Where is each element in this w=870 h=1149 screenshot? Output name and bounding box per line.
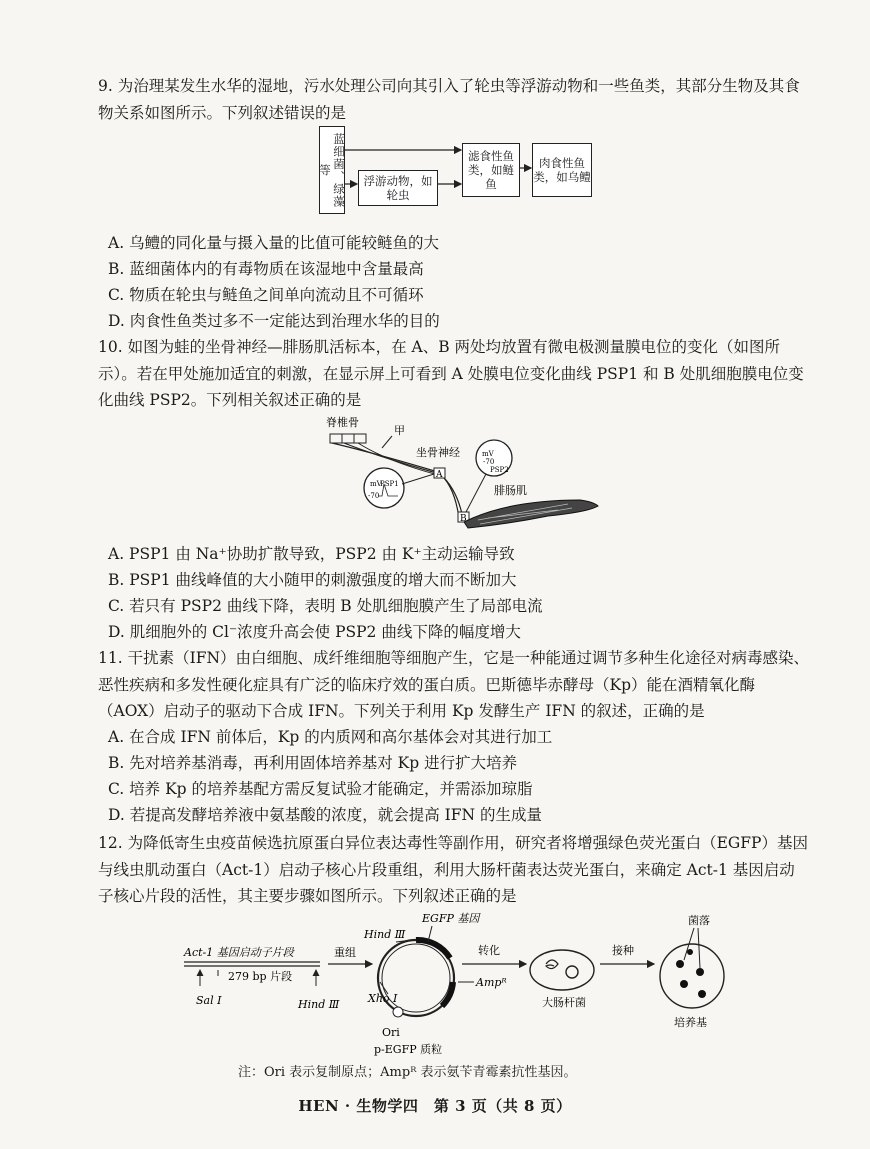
algae-box: 蓝细菌、绿藻等 <box>319 126 345 214</box>
food-web-diagram <box>316 126 616 220</box>
page-footer: HEN · 生物学四 第 3 页（共 8 页） <box>298 1097 572 1115</box>
gastrocnemius-label: 腓肠肌 <box>494 484 527 497</box>
q10-option-d: D. 肌细胞外的 Cl⁻浓度升高会使 PSP2 曲线下降的幅度增大 <box>108 623 521 641</box>
q9-option-b: B. 蓝细菌体内的有毒物质在该湿地中含量最高 <box>108 260 424 278</box>
colony-label: 菌落 <box>688 914 710 927</box>
q9-option-a: A. 乌鳢的同化量与摄入量的比值可能较鲢鱼的大 <box>108 234 440 252</box>
xho-label: Xho Ⅰ <box>368 992 398 1005</box>
ori-label: Ori <box>382 1026 400 1039</box>
nerve-muscle-diagram <box>318 414 608 538</box>
sal-label: Sal Ⅰ <box>196 994 222 1007</box>
hind-left-label: Hind Ⅲ <box>298 998 340 1011</box>
ecoli-chromosome <box>546 960 558 969</box>
hind-top-label: Hind Ⅲ <box>364 928 406 941</box>
q11-option-c: C. 培养 Kp 的培养基配方需反复试验才能确定，并需添加琼脂 <box>108 780 533 798</box>
colony-2 <box>696 968 704 976</box>
colony-pointer-2 <box>698 928 700 968</box>
q10-option-b: B. PSP1 曲线峰值的大小随甲的刺激强度的增大而不断加大 <box>108 571 517 589</box>
question-12-stem <box>98 830 810 910</box>
zooplankton-box: 浮游动物，如轮虫 <box>358 170 438 206</box>
ecoli-plasmid <box>566 966 578 978</box>
q11-option-b: B. 先对培养基消毒，再利用固体培养基对 Kp 进行扩大培养 <box>108 754 518 772</box>
q9-option-d: D. 肉食性鱼类过多不一定能达到治理水华的目的 <box>108 312 440 330</box>
question-10-stem <box>98 334 810 414</box>
q11-option-d: D. 若提高发酵培养液中氨基酸的浓度，就会提高 IFN 的生成量 <box>108 806 543 824</box>
ampr-label: Ampᴿ <box>476 976 507 989</box>
vertebra-3 <box>354 434 366 443</box>
spine-label: 脊椎骨 <box>326 416 359 429</box>
ori-marker <box>393 1007 403 1017</box>
medium-label: 培养基 <box>674 1016 707 1029</box>
q9-option-c: C. 物质在轮虫与鲢鱼之间单向流动且不可循环 <box>108 286 424 304</box>
psp2-minus70: -70 <box>483 458 495 466</box>
bp-label: 279 bp 片段 <box>228 970 293 983</box>
vertebra-2 <box>342 434 354 443</box>
carnivore-fish-box: 肉食性鱼类，如乌鳢 <box>532 143 592 197</box>
sciatic-nerve-label: 坐骨神经 <box>416 446 460 459</box>
transform-label: 转化 <box>478 944 500 957</box>
recombination-diagram <box>176 910 736 1060</box>
q10-option-c: C. 若只有 PSP2 曲线下降，表明 B 处肌细胞膜产生了局部电流 <box>108 597 543 615</box>
recombine-label: 重组 <box>334 946 356 959</box>
q11-stem-text: 11. 干扰素（IFN）由白细胞、成纤维细胞等细胞产生，它是一种能通过调节多种生化途径对病毒感染、恶性疾病和多发性硬化症具有广泛的临床疗效的蛋白质。巴斯德毕赤酵母（Kp）能在酒精氧化酶（AOX）启动子的驱动下合成 IFN。下列关于利用 Kp 发酵生产 IFN 的叙述，正确的是 <box>98 649 810 720</box>
site-a-label: A <box>436 470 443 480</box>
colony-5 <box>687 949 693 955</box>
psp1-lead <box>402 474 434 484</box>
egfp-label: EGFP 基因 <box>422 912 480 925</box>
psp2-mv: mV <box>482 450 494 458</box>
question-11-stem <box>98 645 810 725</box>
colony-1 <box>676 960 684 968</box>
q10-stem-text: 10. 如图为蛙的坐骨神经—腓肠肌活标本，在 A、B 两处均放置有微电极测量膜电位的变化（如图所示）。若在甲处施加适宜的刺激，在显示屏上可看到 A 处膜电位变化曲线 PSP1 和 B 处肌细胞膜电位变化曲线 PSP2。下列相关叙述正确的是 <box>98 338 804 409</box>
promoter-label: Act-1 基因启动子片段 <box>184 946 294 959</box>
q12-stem-text: 12. 为降低寄生虫疫苗候选抗原蛋白异位表达毒性等副作用，研究者将增强绿色荧光蛋白（EGFP）基因与线虫肌动蛋白（Act-1）启动子核心片段重组，利用大肠杆菌表达荧光蛋白，来确定 Act-1 基因启动子核心片段的活性，其主要步骤如图所示。下列叙述正确的是 <box>98 834 808 905</box>
filter-fish-box: 滤食性鱼类，如鲢鱼 <box>462 143 520 197</box>
q12-note: 注：Ori 表示复制原点；Ampᴿ 表示氨苄青霉素抗性基因。 <box>238 1065 577 1080</box>
psp1-scope <box>364 468 404 508</box>
inoculate-label: 接种 <box>612 944 634 957</box>
muscle-shape <box>464 500 598 528</box>
food-web-arrows <box>316 126 616 220</box>
psp1-minus70: -70 <box>368 492 380 500</box>
vertebra-1 <box>330 434 342 443</box>
ampr-segment <box>442 982 453 1006</box>
question-9-stem <box>98 73 810 126</box>
ecoli-label: 大肠杆菌 <box>542 996 586 1009</box>
ecoli-cell <box>530 950 594 990</box>
q11-option-a: A. 在合成 IFN 前体后，Kp 的内质网和高尔基体会对其进行加工 <box>108 728 553 746</box>
q9-stem-text: 9. 为治理某发生水华的湿地，污水处理公司向其引入了轮虫等浮游动物和一些鱼类，其部分生物及其食物关系如图所示。下列叙述错误的是 <box>98 77 800 122</box>
site-b-label: B <box>460 514 467 524</box>
psp2-lead <box>466 474 486 512</box>
jia-label: 甲 <box>394 424 405 437</box>
plasmid-label: p-EGFP 质粒 <box>374 1043 443 1056</box>
q10-option-a: A. PSP1 由 Na⁺协助扩散导致，PSP2 由 K⁺主动运输导致 <box>108 545 515 563</box>
psp1-mv: mV <box>370 480 382 488</box>
jia-pointer <box>382 436 392 448</box>
colony-4 <box>698 990 706 998</box>
psp2-label: PSP2 <box>490 466 509 474</box>
psp1-label: PSP1 <box>380 480 399 488</box>
colony-3 <box>680 980 688 988</box>
